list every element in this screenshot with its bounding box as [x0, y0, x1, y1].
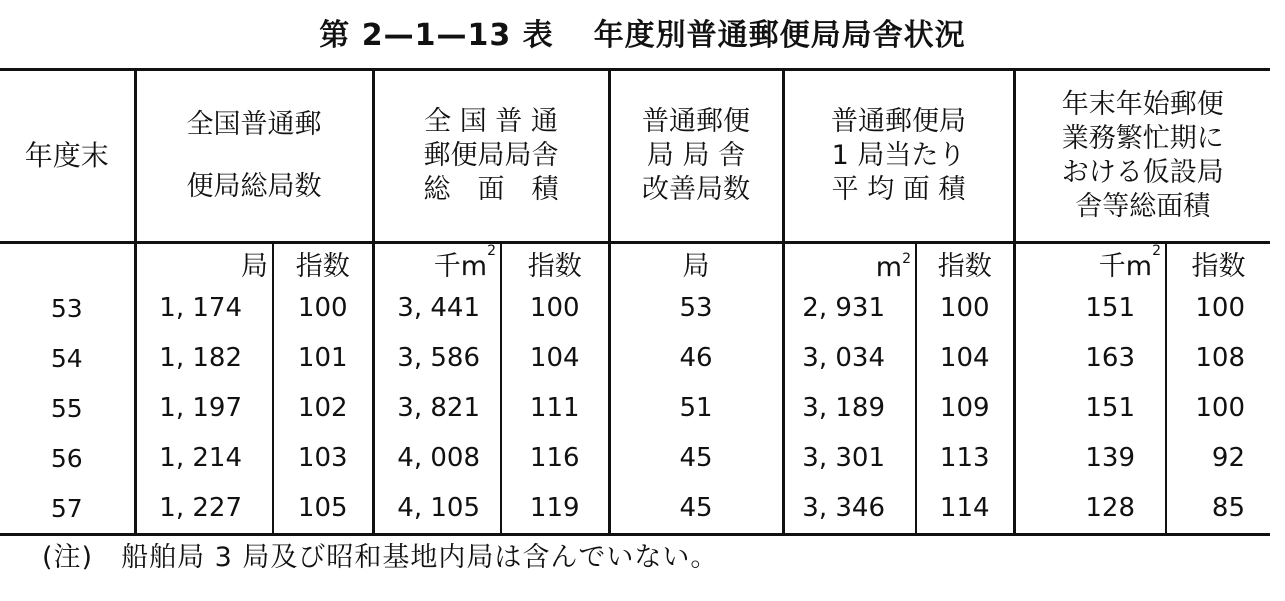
header-temp-area: 年末年始郵便 業務繁忙期に おける仮設局 舎等総面積	[1014, 70, 1270, 243]
table-row	[0, 283, 1270, 333]
cell-avg: 2, 931	[783, 283, 916, 333]
cell-year: 53	[50, 293, 83, 323]
cell-area: 4, 105	[373, 483, 501, 535]
cell-index: 116	[501, 433, 609, 483]
header-avg-area: 普通郵便局 1 局当たり 平 均 面 積	[783, 70, 1014, 243]
cell-index: 103	[273, 433, 373, 483]
cell-total: 1, 227	[135, 483, 273, 535]
cell-index: 104	[501, 333, 609, 383]
cell-index: 109	[916, 383, 1014, 433]
cell-total: 1, 174	[135, 283, 273, 333]
post-office-table	[0, 68, 1270, 536]
cell-area: 3, 586	[373, 333, 501, 383]
unit-avg: $m^2$	[783, 243, 916, 284]
header-total-area: 全 国 普 通 郵便局局舎 総 面 積	[373, 70, 609, 243]
cell-area: 3, 441	[373, 283, 501, 333]
cell-total: 1, 214	[135, 433, 273, 483]
cell-index: 85	[1166, 483, 1270, 535]
cell-temp: 151	[1014, 383, 1166, 433]
cell-index: 100	[273, 283, 373, 333]
cell-index: 111	[501, 383, 609, 433]
cell-index: 113	[916, 433, 1014, 483]
cell-index: 100	[501, 283, 609, 333]
footnote	[42, 535, 718, 574]
cell-temp: 139	[1014, 433, 1166, 483]
cell-area: 4, 008	[373, 433, 501, 483]
cell-temp: 128	[1014, 483, 1166, 535]
table-caption: 年度別普通郵便局局舎状況	[593, 18, 966, 53]
cell-index: 100	[1166, 383, 1270, 433]
cell-area: 3, 821	[373, 383, 501, 433]
cell-index: 102	[273, 383, 373, 433]
cell-avg: 3, 189	[783, 383, 916, 433]
table-row	[0, 483, 1270, 535]
cell-index: 100	[1166, 283, 1270, 333]
cell-temp: 151	[1014, 283, 1166, 333]
table-number: 第 2—1—13 表	[319, 18, 554, 53]
cell-index: 119	[501, 483, 609, 535]
cell-index: 105	[273, 483, 373, 535]
unit-index-1: 指数	[273, 243, 373, 284]
cell-year: 57	[50, 493, 83, 523]
cell-improved: 51	[609, 383, 783, 433]
cell-improved: 46	[609, 333, 783, 383]
cell-year: 56	[50, 443, 83, 473]
cell-index: 104	[916, 333, 1014, 383]
header-row	[0, 70, 1270, 243]
unit-area-1: 千$m^2$	[373, 243, 501, 284]
cell-year: 54	[50, 343, 83, 373]
cell-total: 1, 197	[135, 383, 273, 433]
unit-area-2: 千$m^2$	[1014, 243, 1166, 284]
cell-avg: 3, 034	[783, 333, 916, 383]
cell-total: 1, 182	[135, 333, 273, 383]
cell-avg: 3, 346	[783, 483, 916, 535]
unit-index-4: 指数	[1166, 243, 1270, 284]
cell-index: 92	[1166, 433, 1270, 483]
table-row	[0, 433, 1270, 483]
unit-index-2: 指数	[501, 243, 609, 284]
unit-index-3: 指数	[916, 243, 1014, 284]
cell-index: 108	[1166, 333, 1270, 383]
table-row	[0, 383, 1270, 433]
footnote-text: 船舶局 3 局及び昭和基地内局は含んでいない。	[121, 542, 719, 573]
header-year: 年度末	[0, 70, 135, 243]
header-improved: 普通郵便 局 局 舎 改善局数	[609, 70, 783, 243]
cell-index: 101	[273, 333, 373, 383]
unit-improved: 局	[609, 243, 783, 284]
cell-index: 100	[916, 283, 1014, 333]
footnote-label: (注)	[42, 542, 94, 573]
units-row	[0, 243, 1270, 284]
cell-year: 55	[50, 393, 83, 423]
table-title	[0, 10, 1285, 54]
cell-index: 114	[916, 483, 1014, 535]
table-row	[0, 333, 1270, 383]
cell-improved: 45	[609, 483, 783, 535]
cell-avg: 3, 301	[783, 433, 916, 483]
unit-year	[0, 243, 135, 284]
cell-temp: 163	[1014, 333, 1166, 383]
cell-improved: 45	[609, 433, 783, 483]
unit-offices: 局	[135, 243, 273, 284]
header-total-offices: 全国普通郵 便局総局数	[135, 70, 373, 243]
cell-improved: 53	[609, 283, 783, 333]
